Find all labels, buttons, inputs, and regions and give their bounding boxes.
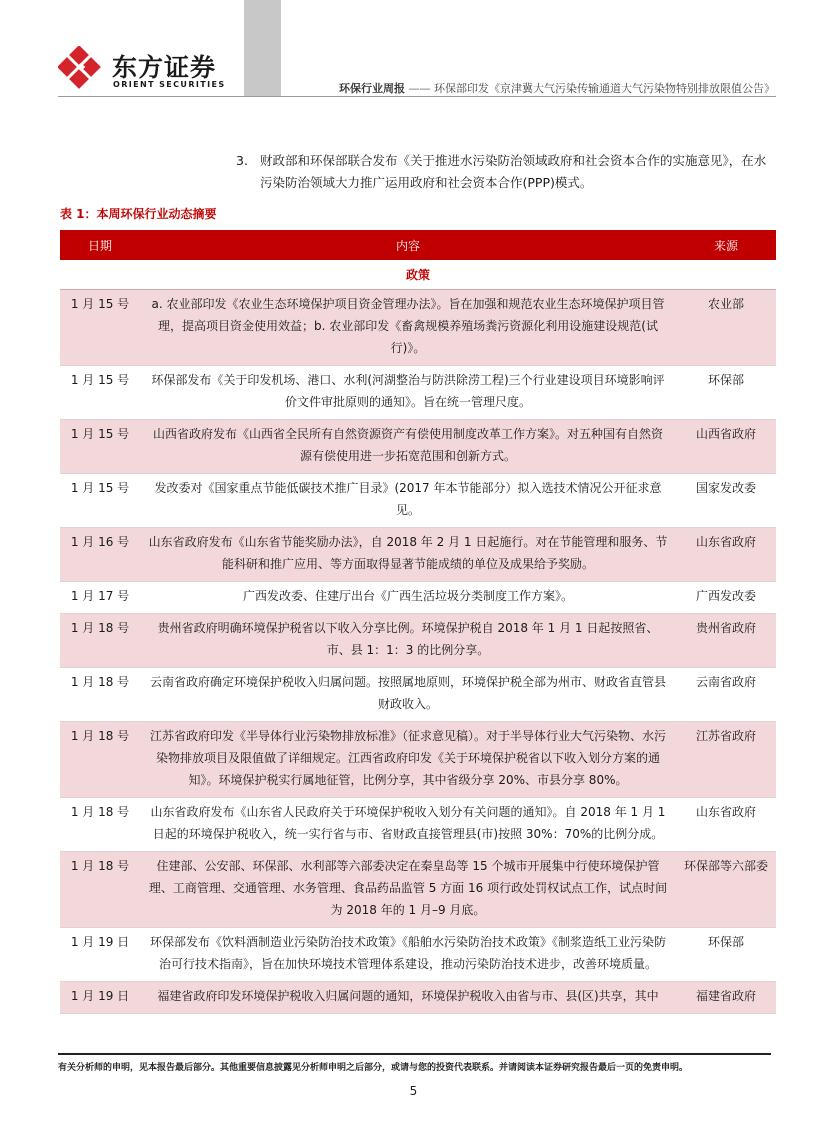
row-date: 1 月 19 日 — [70, 935, 130, 949]
row-content: 住建部、公安部、环保部、水利部等六部委决定在秦皇岛等 15 个城市开展集中行使环境保护管理、工商管理、交通管理、水务管理、食品药品监管 5 方面 16 项行政处罚权试点工作，试点时间为 2018 年的 1 月–9 月底。 — [148, 859, 668, 917]
table-row — [60, 614, 776, 668]
header-content: 内容 — [395, 238, 420, 253]
row-source: 广西发改委 — [695, 589, 756, 603]
logo-english-name: ORIENT SECURITIES — [113, 80, 226, 89]
table-row — [60, 668, 776, 722]
table-row — [60, 798, 776, 852]
row-content: 江苏省政府印发《半导体行业污染物排放标准》（征求意见稿）。对于半导体行业大气污染物、水污染物排放项目及限值做了详细规定。江西省政府印发《关于环境保护税省以下收入划分方案的通知》。环境保护税实行属地征管，比例分享，其中省级分享 20%、市县分享 80%。 — [149, 729, 666, 787]
section-policy: 政策 — [60, 260, 776, 290]
row-date: 1 月 17 号 — [70, 589, 130, 603]
table-body — [60, 290, 776, 1014]
page-number: 5 — [409, 1084, 418, 1098]
row-source: 云南省政府 — [695, 675, 756, 689]
header-date: 日期 — [87, 238, 112, 253]
table-row — [60, 582, 776, 614]
row-date: 1 月 19 日 — [70, 989, 130, 1003]
table-row — [60, 982, 776, 1014]
header-rule — [58, 96, 776, 97]
row-content: 云南省政府确定环境保护税收入归属问题。按照属地原则，环境保护税全部为州市、财政省直管县财政收入。 — [149, 675, 666, 711]
row-date: 1 月 18 号 — [70, 729, 130, 743]
row-source: 国家发改委 — [695, 481, 756, 495]
table-row — [60, 928, 776, 982]
row-source: 山西省政府 — [695, 427, 756, 441]
table-row — [60, 366, 776, 420]
table-row — [60, 852, 776, 928]
row-content: 环保部发布《关于印发机场、港口、水利(河湖整治与防洪除涝工程)三个行业建设项目环境影响评价文件审批原则的通知》。旨在统一管理尺度。 — [151, 373, 665, 409]
row-source: 环保部等六部委 — [683, 859, 768, 873]
row-source: 贵州省政府 — [695, 621, 756, 635]
row-content: 福建省政府印发环境保护税收入归属问题的通知，环境保护税收入由省与市、县(区)共享，其中 — [157, 989, 659, 1003]
row-date: 1 月 18 号 — [70, 675, 130, 689]
intro-text: 财政部和环保部联合发布《关于推进水污染防治领域政府和社会资本合作的实施意见》，在水污染防治领域大力推广运用政府和社会资本合作(PPP)模式。 — [260, 153, 767, 190]
table-row — [60, 290, 776, 366]
row-date: 1 月 18 号 — [70, 859, 130, 873]
row-content: 山东省政府发布《山东省节能奖励办法》，自 2018 年 2 月 1 日起施行。对在节能管理和服务、节能科研和推广应用、等方面取得显著节能成绩的单位及成果给予奖励。 — [148, 535, 668, 571]
table-row — [60, 528, 776, 582]
header-separator: —— — [408, 82, 431, 95]
report-header — [339, 80, 775, 96]
row-source: 江苏省政府 — [695, 729, 756, 743]
report-type: 环保行业周报 — [339, 82, 405, 95]
row-date: 1 月 15 号 — [70, 373, 130, 387]
row-date: 1 月 18 号 — [70, 805, 130, 819]
row-content: 环保部发布《饮料酒制造业污染防治技术政策》《船舶水污染防治技术政策》《制浆造纸工业污染防治可行技术指南》，旨在加快环境技术管理体系建设，推动污染防治技术进步，改善环境质量。 — [149, 935, 666, 971]
row-source: 环保部 — [707, 373, 744, 387]
header-source: 来源 — [713, 238, 738, 253]
footer-rule — [58, 1053, 771, 1055]
row-source: 山东省政府 — [695, 535, 756, 549]
row-date: 1 月 15 号 — [70, 427, 130, 441]
row-content: 贵州省政府明确环境保护税省以下收入分享比例。环境保护税自 2018 年 1 月 1 日起按照省、市、县 1：1：3 的比例分享。 — [157, 621, 659, 657]
row-content: 发改委对《国家重点节能低碳技术推广目录》(2017 年本节能部分）拟入选技术情况公开征求意见。 — [154, 481, 662, 517]
row-date: 1 月 18 号 — [70, 621, 130, 635]
row-content: 山东省政府发布《山东省人民政府关于环境保护税收入划分有关问题的通知》。自 2018 年 1 月 1 日起的环境保护税收入，统一实行省与市、省财政直接管理县(市)按照 30%：70%的比例分成。 — [150, 805, 666, 841]
table-header-row — [60, 230, 776, 260]
table-row — [60, 474, 776, 528]
row-date: 1 月 16 号 — [70, 535, 130, 549]
row-source: 福建省政府 — [695, 989, 756, 1003]
logo-mark-icon — [58, 46, 106, 92]
row-date: 1 月 15 号 — [70, 297, 130, 311]
row-date: 1 月 15 号 — [70, 481, 130, 495]
table-title: 表 1：本周环保行业动态摘要 — [60, 207, 217, 221]
policy-table — [60, 230, 776, 1014]
intro-number: 3. — [236, 153, 248, 168]
row-source: 环保部 — [707, 935, 744, 949]
row-source: 山东省政府 — [695, 805, 756, 819]
header-accent-bar — [244, 0, 281, 96]
row-content: 广西发改委、住建厅出台《广西生活垃圾分类制度工作方案》。 — [242, 589, 573, 603]
table-row — [60, 420, 776, 474]
row-content: a. 农业部印发《农业生态环境保护项目资金管理办法》。旨在加强和规范农业生态环境保护项目管理，提高项目资金使用效益；b. 农业部印发《畜禽规模养殖场粪污资源化利用设施建设规范(试行)》。 — [151, 297, 665, 355]
row-content: 山西省政府发布《山西省全民所有自然资源资产有偿使用制度改革工作方案》。对五种国有自然资源有偿使用进一步拓宽范围和创新方式。 — [152, 427, 663, 463]
logo-chinese-name: 东方证券 — [112, 53, 217, 82]
footer-disclaimer: 有关分析师的申明，见本报告最后部分。其他重要信息披露见分析师申明之后部分，或请与您的投资代表联系。并请阅读本证券研究报告最后一页的免责申明。 — [58, 1063, 689, 1073]
row-source: 农业部 — [707, 297, 744, 311]
table-row — [60, 722, 776, 798]
orient-securities-logo — [58, 46, 228, 92]
intro-paragraph — [236, 150, 778, 194]
report-subtitle: 环保部印发《京津冀大气污染传输通道大气污染物特别排放限值公告》 — [434, 82, 775, 95]
